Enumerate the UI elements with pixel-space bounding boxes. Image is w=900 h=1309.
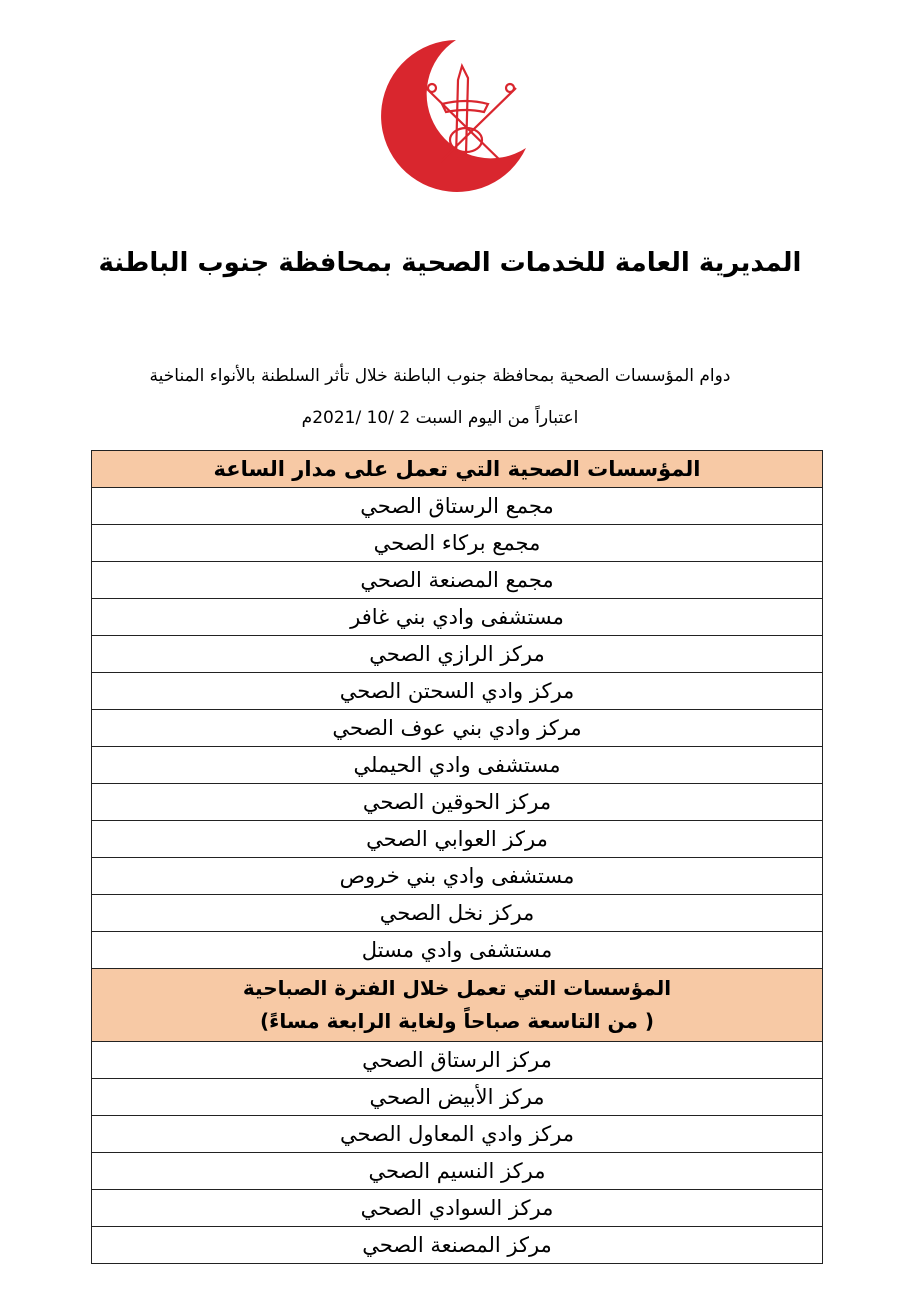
table-row <box>92 1079 823 1116</box>
table-row <box>92 525 823 562</box>
facility-name: مركز الرازي الصحي <box>92 636 823 673</box>
facility-name: مستشفى وادي بني خروص <box>92 858 823 895</box>
table-row <box>92 1153 823 1190</box>
facility-name: مجمع بركاء الصحي <box>92 525 823 562</box>
table-row <box>92 747 823 784</box>
table-row <box>92 636 823 673</box>
facility-name: مركز السوادي الصحي <box>92 1190 823 1227</box>
subtitle-line-1: دوام المؤسسات الصحية بمحافظة جنوب الباطنة خلال تأثر السلطنة بالأنواء المناخية <box>149 366 731 386</box>
facilities-table <box>91 450 823 1264</box>
table-row <box>92 599 823 636</box>
table-row <box>92 1190 823 1227</box>
ministry-logo <box>376 36 536 196</box>
table-row <box>92 1227 823 1264</box>
facility-name: مركز الحوقين الصحي <box>92 784 823 821</box>
facility-name: مركز النسيم الصحي <box>92 1153 823 1190</box>
facility-name: مركز وادي المعاول الصحي <box>92 1116 823 1153</box>
table-row <box>92 895 823 932</box>
table-row <box>92 710 823 747</box>
table-row <box>92 673 823 710</box>
page-title: المديرية العامة للخدمات الصحية بمحافظة جنوب الباطنة <box>98 248 802 278</box>
section-header-morning <box>92 969 823 1042</box>
section-header-24h <box>92 451 823 488</box>
facility-name: مجمع المصنعة الصحي <box>92 562 823 599</box>
section-heading-morning-line2: ( من التاسعة صباحاً ولغاية الرابعة مساءً) <box>260 1009 654 1033</box>
subtitle-line-2: اعتباراً من اليوم السبت 2 /10 /2021م <box>301 408 579 428</box>
facility-name: مركز الرستاق الصحي <box>92 1042 823 1079</box>
facility-name: مركز وادي بني عوف الصحي <box>92 710 823 747</box>
facility-name: مركز نخل الصحي <box>92 895 823 932</box>
table-row <box>92 821 823 858</box>
facility-name: مستشفى وادي بني غافر <box>92 599 823 636</box>
facility-name: مركز المصنعة الصحي <box>92 1227 823 1264</box>
table-row <box>92 488 823 525</box>
table-row <box>92 858 823 895</box>
facility-name: مركز العوابي الصحي <box>92 821 823 858</box>
table-row <box>92 932 823 969</box>
section-heading-24h: المؤسسات الصحية التي تعمل على مدار الساعة <box>92 451 823 488</box>
facility-name: مركز وادي السحتن الصحي <box>92 673 823 710</box>
facility-name: مستشفى وادي الحيملي <box>92 747 823 784</box>
section-heading-morning-line1: المؤسسات التي تعمل خلال الفترة الصباحية <box>242 976 672 1000</box>
section-heading-morning <box>92 969 823 1042</box>
table-row <box>92 562 823 599</box>
facility-name: مستشفى وادي مستل <box>92 932 823 969</box>
facility-name: مركز الأبيض الصحي <box>92 1079 823 1116</box>
table-row <box>92 1116 823 1153</box>
table-row <box>92 784 823 821</box>
table-row <box>92 1042 823 1079</box>
facility-name: مجمع الرستاق الصحي <box>92 488 823 525</box>
